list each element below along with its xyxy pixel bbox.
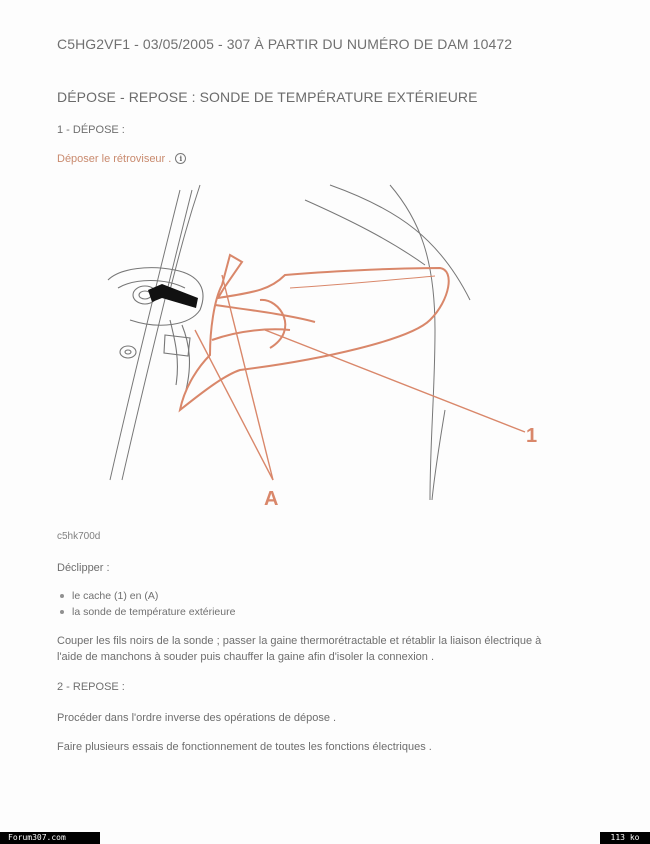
footer-file-size: 113 ko [600,832,650,844]
door-frame-sketch [110,185,470,500]
page-title: DÉPOSE - REPOSE : SONDE DE TEMPÉRATURE EXTÉRIEURE [57,89,478,105]
section-heading-repose: 2 - REPOSE : [57,681,125,693]
list-item-label: la sonde de température extérieure [72,606,236,618]
list-item [58,604,235,620]
remove-mirror-link[interactable] [57,153,186,165]
figure-caption: c5hk700d [57,531,101,542]
mirror-bracket [108,268,203,390]
footer-site-label: Forum307.com [0,832,100,844]
label-a: A [264,488,279,510]
bullet-icon [60,610,64,614]
remove-mirror-link-label[interactable]: Déposer le rétroviseur . [57,153,172,165]
declip-list [58,588,235,620]
cut-wires-line-2: l'aide de manchons à souder puis chauffer la gaine afin d'isoler la connexion . [57,651,435,663]
arrow-indicator [148,284,198,308]
list-item [58,588,235,604]
mirror-sensor-diagram [90,180,570,510]
bullet-icon [60,594,64,598]
section-heading-depose: 1 - DÉPOSE : [57,124,125,136]
cut-wires-line-1: Couper les fils noirs de la sonde ; passer la gaine thermorétractable et rétablir la liaison électrique à [57,635,542,647]
list-item-label: le cache (1) en (A) [72,590,159,602]
info-circle-icon[interactable]: i [175,153,186,164]
repose-instruction-2: Faire plusieurs essais de fonctionnement de toutes les fonctions électriques . [57,741,432,753]
declip-intro: Déclipper : [57,562,110,574]
label-1: 1 [526,425,538,447]
repose-instruction-1: Procéder dans l'ordre inverse des opérations de dépose . [57,712,337,724]
leader-lines [195,275,525,480]
document-header: C5HG2VF1 - 03/05/2005 - 307 À PARTIR DU NUMÉRO DE DAM 10472 [57,36,513,52]
